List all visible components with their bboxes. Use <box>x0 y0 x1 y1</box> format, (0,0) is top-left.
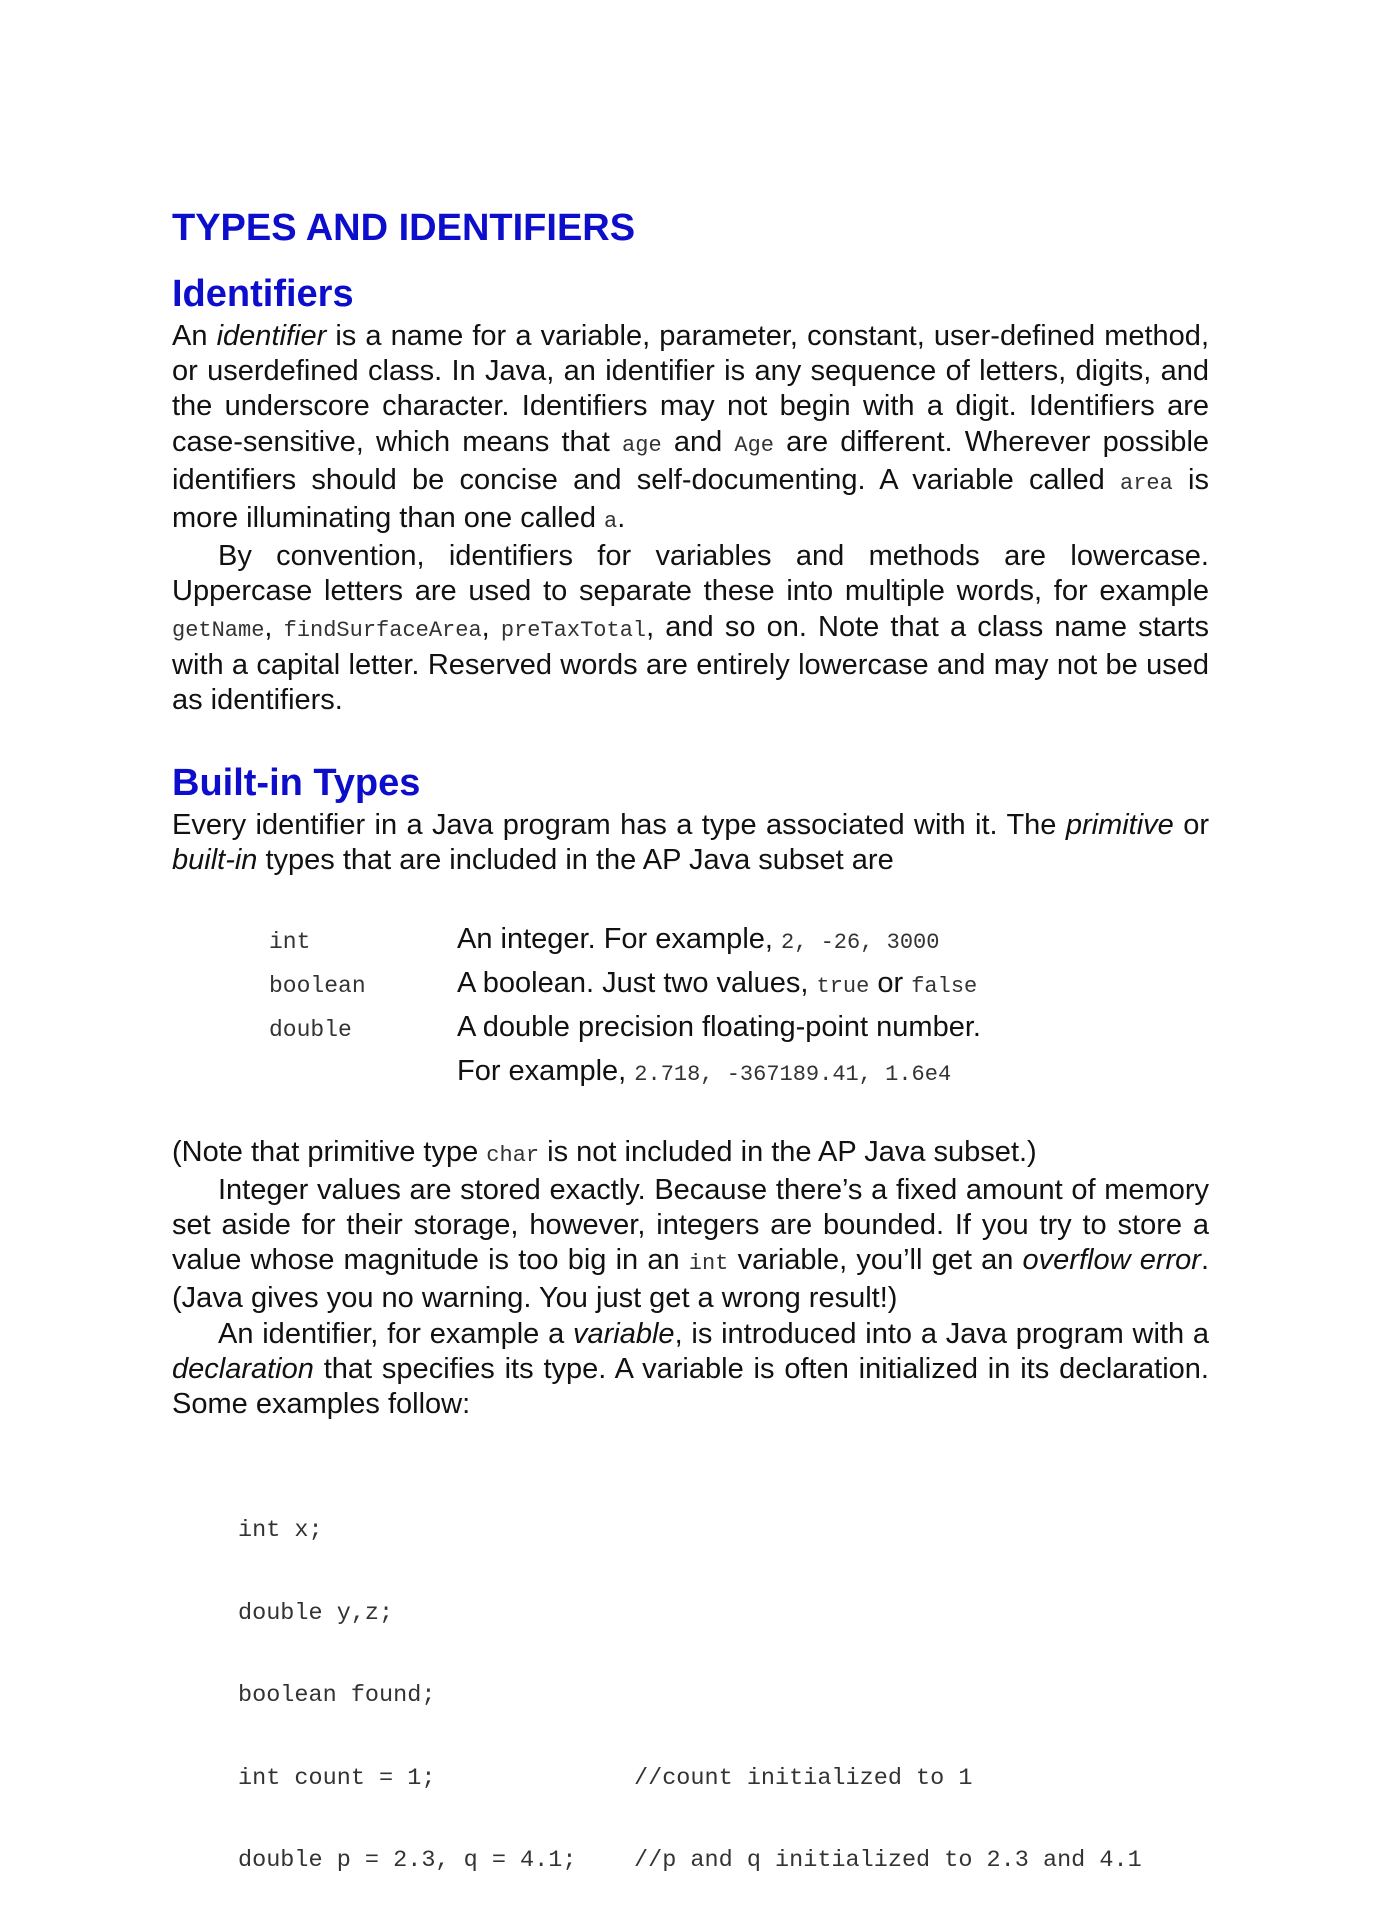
integer-paragraph <box>172 1173 1209 1317</box>
type-row-double <box>269 1007 1209 1051</box>
code-line <box>238 1517 1209 1545</box>
text: An integer. For example, <box>457 922 781 955</box>
text: . <box>617 502 626 535</box>
page-title: TYPES AND IDENTIFIERS <box>172 207 636 249</box>
code-statement: double p = 2.3, q = 4.1; <box>238 1847 577 1875</box>
code-preTaxTotal: preTaxTotal <box>500 617 647 643</box>
type-name-boolean: boolean <box>269 972 366 999</box>
code-getName: getName <box>172 617 265 643</box>
text: By convention, identifiers for variables and methods are lowercase. Uppercase letters are used to separate these into multiple words, for example <box>172 540 1209 608</box>
type-row-int <box>269 919 1209 963</box>
text: is more illuminating than one called <box>172 463 1209 535</box>
code-true: true <box>816 973 870 999</box>
type-name-int: int <box>269 928 311 955</box>
code-line <box>238 1847 1209 1875</box>
text: Integer values are stored exactly. Because there’s a fixed amount of memory set aside for their storage, however, integers are bounded. If you try to store a value whose magnitude is too big in an <box>172 1173 1209 1277</box>
code-statement: int count = 1; <box>238 1764 436 1792</box>
double-examples: 2.718, -367189.41, 1.6e4 <box>634 1061 952 1087</box>
type-row-boolean <box>269 963 1209 1007</box>
type-desc-boolean <box>457 963 977 1007</box>
text: or <box>1173 809 1210 842</box>
emphasis-variable: variable <box>573 1317 675 1350</box>
code-age: age <box>622 432 662 458</box>
after-types-block <box>172 1135 1209 1423</box>
types-table <box>269 919 1209 1095</box>
code-line <box>238 1765 1209 1793</box>
text: An identifier, for example a <box>218 1317 573 1350</box>
type-row-double-cont <box>269 1051 1209 1095</box>
code-area: area <box>1120 470 1173 496</box>
code-char: char <box>486 1142 540 1168</box>
text: are different. Wherever possible identifiers should be concise and self-documenting. A variable called <box>172 425 1210 496</box>
text: Every identifier in a Java program has a type associated with it. The <box>172 809 1066 842</box>
code-line <box>238 1682 1209 1710</box>
text: (Note that primitive type <box>172 1135 487 1168</box>
emphasis-identifier: identifier <box>216 320 327 352</box>
code-int: int <box>688 1251 729 1277</box>
type-name-double: double <box>269 1016 352 1043</box>
type-desc-double: A double precision floating-point number. <box>457 1010 981 1043</box>
text: . (Java gives you no warning. You just get a wrong result!) <box>172 1244 1209 1315</box>
identifiers-paragraph-1 <box>172 319 1209 539</box>
document-page <box>172 205 1209 1930</box>
emphasis-builtin: built-in <box>172 844 258 877</box>
text: A boolean. Just two values, <box>457 966 817 999</box>
text: , <box>481 610 501 643</box>
text: and <box>661 425 735 458</box>
text: types that are included in the AP Java subset are <box>257 844 894 877</box>
text: that specifies its type. A variable is often initialized in its declaration. Some examples follow: <box>172 1352 1209 1421</box>
emphasis-declaration: declaration <box>172 1352 314 1385</box>
text: is not included in the AP Java subset.) <box>539 1135 1037 1168</box>
code-findSurfaceArea: findSurfaceArea <box>283 617 482 643</box>
code-comment: //count initialized to 1 <box>634 1764 973 1792</box>
text: , <box>264 610 284 643</box>
section-heading-identifiers: Identifiers <box>172 273 354 315</box>
text: or <box>869 966 912 999</box>
text: An <box>172 320 217 352</box>
text: variable, you’ll get an <box>728 1244 1023 1277</box>
section-heading-builtin-types: Built-in Types <box>172 762 421 805</box>
type-desc-int <box>457 919 939 963</box>
code-statement: int x; <box>238 1517 323 1545</box>
emphasis-primitive: primitive <box>1065 809 1174 842</box>
code-block <box>238 1462 1209 1930</box>
text: , and so on. Note that a class name starts with a capital letter. Reserved words are entirely lowercase and may not be used as identifiers. <box>172 610 1209 717</box>
text: For example, <box>457 1054 635 1087</box>
builtin-intro-paragraph <box>172 808 1209 878</box>
code-Age: Age <box>734 432 774 458</box>
identifiers-paragraph-2 <box>172 539 1209 718</box>
code-false: false <box>911 973 978 999</box>
char-note <box>172 1135 1209 1173</box>
code-statement: boolean found; <box>238 1682 436 1710</box>
code-a: a <box>604 509 618 535</box>
text: , is introduced into a Java program with a <box>674 1317 1209 1350</box>
int-examples: 2, -26, 3000 <box>781 929 940 955</box>
code-comment: //p and q initialized to 2.3 and 4.1 <box>634 1847 1142 1875</box>
emphasis-overflow-error: overflow error <box>1022 1244 1201 1277</box>
code-statement: double y,z; <box>238 1599 394 1627</box>
declaration-paragraph <box>172 1317 1209 1423</box>
code-line <box>238 1600 1209 1628</box>
text: is a name for a variable, parameter, constant, user-defined method, or userdefined class. In Java, an identifier is any sequence of letters, digits, and the underscore character. Identifiers may not begin with a digit. Identifiers are case-sensitive, which means that <box>172 320 1209 458</box>
type-desc-double-examples <box>457 1051 951 1095</box>
